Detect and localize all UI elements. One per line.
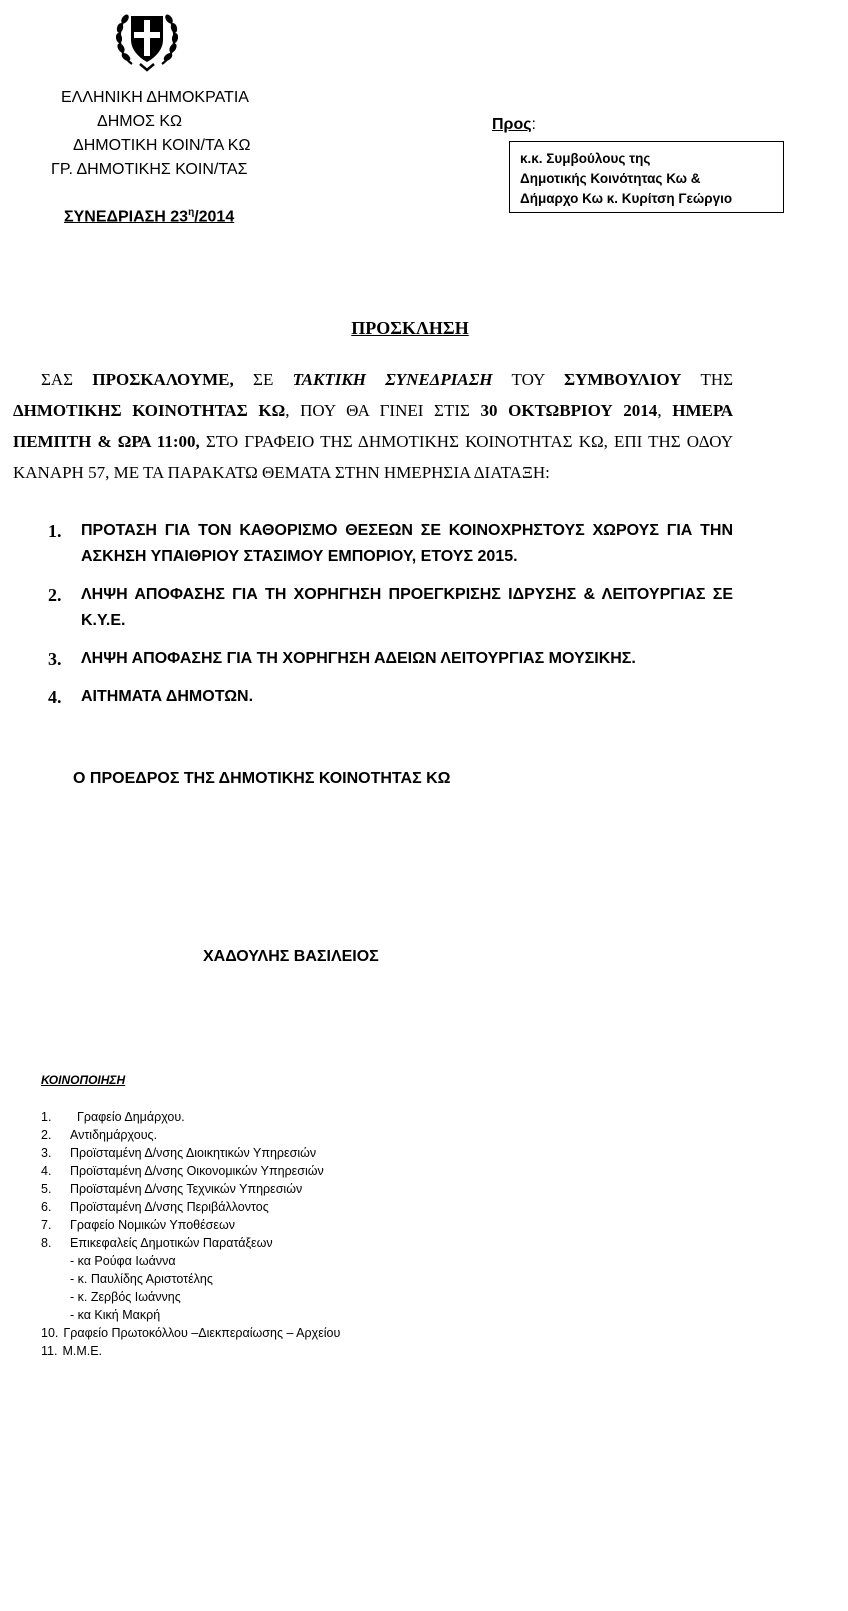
session-number: ΣΥΝΕΔΡΙΑΣΗ $23^\eta/2014$: [64, 207, 235, 226]
list-item: 7. Γραφείο Νομικών Υποθέσεων: [41, 1218, 235, 1232]
signatory-role: Ο ΠΡΟΕΔΡΟΣ ΤΗΣ ΔΗΜΟΤΙΚΗΣ ΚΟΙΝΟΤΗΤΑΣ ΚΩ: [73, 770, 451, 787]
agenda-item-number: 1.: [48, 521, 62, 541]
agenda-item-number: 3.: [48, 649, 62, 669]
agenda-item-text: ΠΡΟΤΑΣΗ ΓΙΑ ΤΟΝ ΚΑΘΟΡΙΣΜΟ ΘΕΣΕΩΝ ΣΕ ΚΟΙΝΟΧΡΗΣΤΟΥΣ ΧΩΡΟΥΣ ΓΙΑ ΤΗΝ ΑΣΚΗΣΗ ΥΠΑΙΘΡΙΟΥ ΣΤΑΣΙΜΟΥ ΕΜΠΟΡΙΟΥ, ΕΤΟΥΣ 2015.: [81, 522, 733, 565]
list-item: - κα Ρούφα Ιωάννα: [70, 1254, 176, 1268]
header-line-office: ΓΡ. ΔΗΜΟΤΙΚΗΣ ΚΟΙΝ/ΤΑΣ: [51, 161, 248, 178]
list-item: - κ. Παυλίδης Αριστοτέλης: [70, 1272, 213, 1286]
recipient-line: Δημοτικής Κοινότητας Κω &: [520, 171, 701, 186]
invitation-body: ΣΑΣ ΠΡΟΣΚΑΛΟΥΜΕ, ΣΕ ΤΑΚΤΙΚΗ ΣΥΝΕΔΡΙΑΣΗ ΤΟΥ ΣΥΜΒΟΥΛΙΟΥ ΤΗΣ ΔΗΜΟΤΙΚΗΣ ΚΟΙΝΟΤΗΤΑΣ ΚΩ, ΠΟΥ ΘΑ ΓΙΝΕΙ ΣΤΙΣ 30 ΟΚΤΩΒΡΙΟΥ 2014, ΗΜΕΡΑ ΠΕΜΠΤΗ & ΩΡΑ 11:00, ΣΤΟ ΓΡΑΦΕΙΟ ΤΗΣ ΔΗΜΟΤΙΚΗΣ ΚΟΙΝΟΤΗΤΑΣ ΚΩ, ΕΠΙ ΤΗΣ ΟΔΟΥ ΚΑΝΑΡΗ 57, ΜΕ ΤΑ ΠΑΡΑΚΑΤΩ ΘΕΜΑΤΑ ΣΤΗΝ ΗΜΕΡΗΣΙΑ ΔΙΑΤΑΞΗ:: [13, 370, 733, 482]
agenda-item-text: ΑΙΤΗΜΑΤΑ ΔΗΜΟΤΩΝ.: [81, 688, 254, 705]
agenda-item-text: ΛΗΨΗ ΑΠΟΦΑΣΗΣ ΓΙΑ ΤΗ ΧΟΡΗΓΗΣΗ ΑΔΕΙΩΝ ΛΕΙΤΟΥΡΓΙΑΣ ΜΟΥΣΙΚΗΣ.: [81, 650, 636, 667]
list-item: 3. Προϊσταμένη Δ/νσης Διοικητικών Υπηρεσιών: [41, 1146, 317, 1160]
signatory-name: ΧΑΔΟΥΛΗΣ ΒΑΣΙΛΕΙΟΣ: [203, 948, 379, 965]
cc-title: ΚΟΙΝΟΠΟΙΗΣΗ: [41, 1073, 126, 1087]
list-item: 11. Μ.Μ.Ε.: [41, 1344, 103, 1358]
recipient-label: Προς:: [492, 116, 536, 133]
list-item: - κα Κική Μακρή: [70, 1308, 161, 1322]
recipient-box: [509, 141, 784, 213]
list-item: 1. Γραφείο Δημάρχου.: [41, 1110, 185, 1124]
list-item: 2. Αντιδημάρχους.: [41, 1128, 158, 1142]
agenda-item: [48, 518, 733, 570]
invitation-title: ΠΡΟΣΚΛΗΣΗ: [351, 318, 469, 338]
agenda-item: [48, 646, 733, 672]
list-item: 6. Προϊσταμένη Δ/νσης Περιβάλλοντος: [41, 1200, 269, 1214]
agenda-list: [48, 518, 733, 722]
list-item: 5. Προϊσταμένη Δ/νσης Τεχνικών Υπηρεσιών: [41, 1182, 303, 1196]
list-item: 8. Επικεφαλείς Δημοτικών Παρατάξεων: [41, 1236, 273, 1250]
header-line-community: ΔΗΜΟΤΙΚΗ ΚΟΙΝ/ΤΑ ΚΩ: [73, 137, 251, 154]
recipient-line: κ.κ. Συμβούλους της: [520, 151, 651, 166]
agenda-item-number: 2.: [48, 585, 62, 605]
greek-coat-of-arms-icon: [112, 4, 182, 74]
list-item: 4. Προϊσταμένη Δ/νσης Οικονομικών Υπηρεσιών: [41, 1164, 324, 1178]
recipient-line: Δήμαρχο Κω κ. Κυρίτση Γεώργιο: [520, 191, 733, 206]
agenda-item: [48, 684, 733, 710]
agenda-item-text: ΛΗΨΗ ΑΠΟΦΑΣΗΣ ΓΙΑ ΤΗ ΧΟΡΗΓΗΣΗ ΠΡΟΕΓΚΡΙΣΗΣ ΙΔΡΥΣΗΣ & ΛΕΙΤΟΥΡΓΙΑΣ ΣΕ Κ.Υ.Ε.: [81, 586, 733, 629]
cc-list: [41, 1108, 340, 1360]
header-line-republic: ΕΛΛΗΝΙΚΗ ΔΗΜΟΚΡΑΤΙΑ: [61, 89, 249, 106]
list-item: 10. Γραφείο Πρωτοκόλλου –Διεκπεραίωσης – Αρχείου: [41, 1326, 341, 1340]
agenda-item: [48, 582, 733, 634]
agenda-item-number: 4.: [48, 687, 62, 707]
list-item: - κ. Ζερβός Ιωάννης: [70, 1290, 181, 1304]
header-line-municipality: ΔΗΜΟΣ ΚΩ: [97, 113, 182, 130]
